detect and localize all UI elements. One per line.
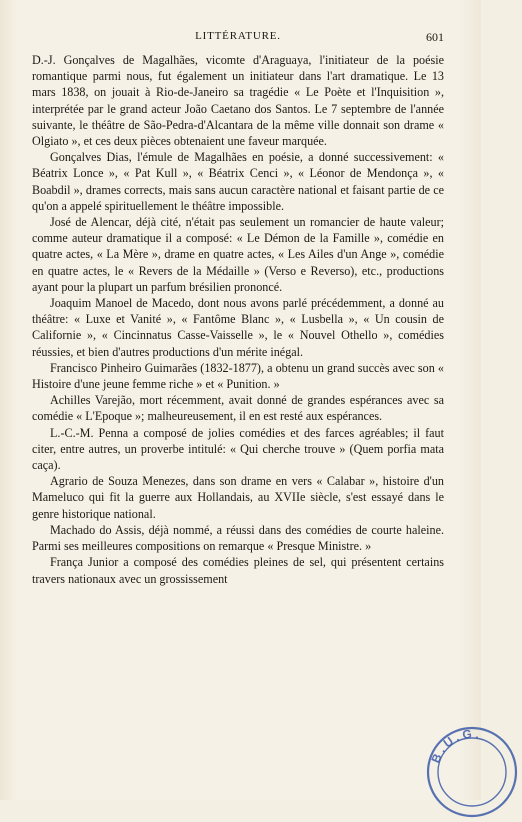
body-text — [32, 52, 444, 587]
library-stamp — [422, 722, 522, 822]
paragraph-macedo: Joaquim Manoel de Macedo, dont nous avons parlé précédemment, a donné au théâtre: « Luxe et Vanité », « Fantôme Blanc », « Lusbella », « Un cousin de Californie », « Cincinnatus Casse-Vaisselle », le « Nouvel Othello », comédies réussies, et bien d'autres productions d'un mérite inégal. — [32, 296, 444, 359]
paragraph-goncalves-dias: Gonçalves Dias, l'émule de Magalhães en poésie, a donné successivement: « Béatrix Lonce », « Pat Kull », « Béatrix Cenci », « Léonor de Mendonça », « Boabdil », drames corrects, mais sans aucun caractère national et faisant partie de ce qu'on a appelé spirituellement le théâtre impossible. — [32, 150, 444, 213]
paragraph-guimaraes: Francisco Pinheiro Guimarães (1832-1877), a obtenu un grand succès avec son « Histoire d'une jeune femme riche » et « Punition. » — [32, 360, 444, 392]
library-stamp-icon — [422, 722, 522, 822]
stamp-text: B.U.G. — [428, 726, 484, 766]
svg-text:B.U.G. — [428, 727, 483, 765]
paragraph-magalhaes: D.-J. Gonçalves de Magalhães, vicomte d'Araguaya, l'initiateur de la poésie romantique parmi nous, fut également un initiateur dans l'art dramatique. Le 13 mars 1838, on jouait à Rio-de-Janeiro sa tragédie « Le Poète et l'Inquisition », interprétée par le grand acteur João Caetano dos Santos. Le 7 septembre de l'année suivante, le théâtre de São-Pedra-d'Alcantara de la même ville donnait son drame « Olgiato », et ces deux pièces obtenaient une faveur marquée. — [32, 53, 444, 149]
page-header — [32, 30, 444, 46]
paragraph-machado: Machado do Assis, déjà nommé, a réussi dans des comédies de courte haleine. Parmi ses meilleures compositions on remarque « Presque Ministre. » — [32, 522, 444, 554]
page-number: 601 — [426, 30, 444, 44]
running-head: LITTÉRATURE. — [195, 30, 281, 42]
paragraph-menezes: Agrario de Souza Menezes, dans son drame en vers « Calabar », histoire d'un Mameluco qui fit la guerre aux Hollandais, au XVIIe siècle, s'est essayé dans le genre historique national. — [32, 474, 444, 521]
paragraph-alencar: José de Alencar, déjà cité, n'était pas seulement un romancier de haute valeur; comme auteur dramatique il a composé: « Le Démon de la Famille », comédie en quatre actes, « La Mère », drame en quatre actes, « Les Ailes d'un Ange », comédie en quatre actes, le « Revers de la Médaille » (Verso e Reverso), etc., productions ayant pour la plupart un parfum brésilien prononcé. — [32, 215, 444, 294]
paragraph-franca-junior: França Junior a composé des comédies pleines de sel, qui présentent certains travers nationaux avec un grossissement — [32, 555, 444, 586]
paragraph-penna: L.-C.-M. Penna a composé de jolies comédies et des farces agréables; il faut citer, entre autres, un proverbe intitulé: « Qui cherche trouve » (Quem porfia mata caça). — [32, 425, 444, 473]
paragraph-varejao: Achilles Varejão, mort récemment, avait donné de grandes espérances avec sa comédie « L'Epoque »; malheureusement, il en est resté aux espérances. — [32, 393, 444, 424]
